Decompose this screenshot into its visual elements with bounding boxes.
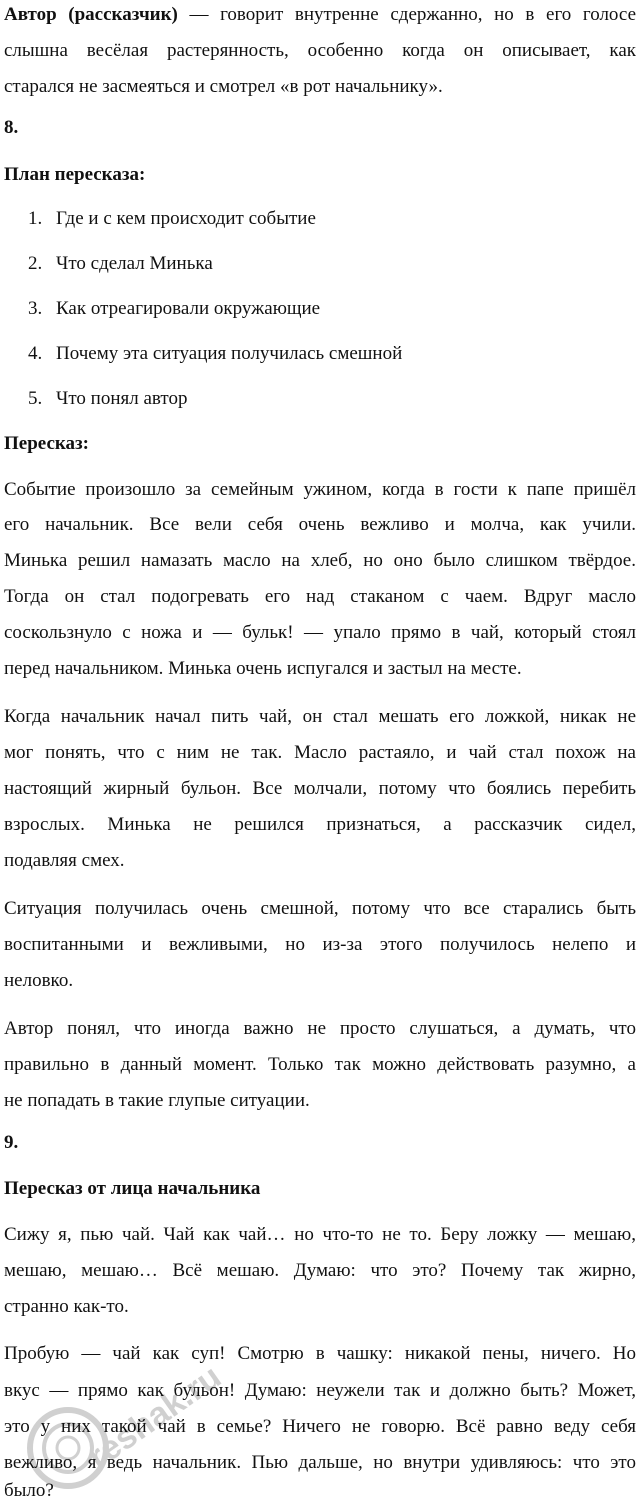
paragraph-line: было? xyxy=(4,1480,54,1501)
list-item-number: 2. xyxy=(28,253,43,274)
paragraph-line: Когда начальник начал пить чай, он стал мешать его ложкой, никак не xyxy=(4,706,636,727)
paragraph-line: настоящий жирный бульон. Все молчали, потому что боялись перебить xyxy=(4,778,636,799)
list-item-number: 4. xyxy=(28,343,43,364)
paragraph-line: странно как-то. xyxy=(4,1296,129,1317)
speaker-label: Автор (рассказчик) xyxy=(4,4,178,25)
paragraph-line: мешаю, мешаю… Всё мешаю. Думаю: что это? Почему так жирно, xyxy=(4,1260,636,1281)
paragraph-line: Минька решил намазать масло на хлеб, но оно было слишком твёрдое. xyxy=(4,550,636,571)
paragraph-line: неловко. xyxy=(4,970,74,991)
list-item-text: Где и с кем происходит событие xyxy=(56,208,316,229)
section-number: 9. xyxy=(4,1132,19,1153)
retell-heading: Пересказ: xyxy=(4,433,89,454)
paragraph-line: Пробую — чай как суп! Смотрю в чашку: никакой пены, ничего. Но xyxy=(4,1343,636,1364)
paragraph-line: Тогда он стал подогревать его над стаканом с чаем. Вдруг масло xyxy=(4,586,636,607)
paragraph-line: старался не засмеяться и смотрел «в рот начальнику». xyxy=(4,76,443,97)
paragraph-line: вкус — прямо как бульон! Думаю: неужели так и должно быть? Может, xyxy=(4,1380,636,1401)
list-item-text: Почему эта ситуация получилась смешной xyxy=(56,343,403,364)
list-item-number: 5. xyxy=(28,388,43,409)
speaker-line xyxy=(4,4,636,26)
paragraph-line: подавляя смех. xyxy=(4,850,125,871)
paragraph-line: вежливо, я ведь начальник. Пью дальше, но внутри удивляюсь: что это xyxy=(4,1452,636,1473)
paragraph-line: Ситуация получилась очень смешной, потому что все старались быть xyxy=(4,898,636,919)
list-item-number: 3. xyxy=(28,298,43,319)
paragraph-line: Событие произошло за семейным ужином, когда в гости к папе пришёл xyxy=(4,479,636,500)
list-item-text: Что понял автор xyxy=(56,388,188,409)
speaker-description: — говорит внутренне сдержанно, но в его голосе xyxy=(177,4,636,25)
list-item-text: Как отреагировали окружающие xyxy=(56,298,321,319)
paragraph-line: Сижу я, пью чай. Чай как чай… но что-то не то. Беру ложку — мешаю, xyxy=(4,1224,636,1245)
paragraph-line: слышна весёлая растерянность, особенно когда он описывает, как xyxy=(4,40,636,61)
watermark-text: reshak.ru xyxy=(80,1357,228,1477)
paragraph-line: Автор понял, что иногда важно не просто слушаться, а думать, что xyxy=(4,1018,636,1039)
paragraph-line: мог понять, что с ним не так. Масло растаяло, и чай стал похож на xyxy=(4,742,636,763)
list-item-number: 1. xyxy=(28,208,43,229)
paragraph-line: соскользнуло с ножа и — бульк! — упало прямо в чай, который стоял xyxy=(4,622,636,643)
paragraph-line: это у них такой чай в семье? Ничего не говорю. Всё равно веду себя xyxy=(4,1416,636,1437)
paragraph-line: его начальник. Все вели себя очень вежливо и молча, как учили. xyxy=(4,514,636,535)
paragraph-line: правильно в данный момент. Только так можно действовать разумно, а xyxy=(4,1054,636,1075)
section-number: 8. xyxy=(4,117,19,138)
paragraph-line: перед начальником. Минька очень испугался и застыл на месте. xyxy=(4,658,522,679)
paragraph-line: взрослых. Минька не решился признаться, а рассказчик сидел, xyxy=(4,814,636,835)
section-heading: Пересказ от лица начальника xyxy=(4,1178,261,1199)
list-item-text: Что сделал Минька xyxy=(56,253,213,274)
paragraph-line: не попадать в такие глупые ситуации. xyxy=(4,1090,310,1111)
plan-heading: План пересказа: xyxy=(4,164,146,185)
paragraph-line: воспитанными и вежливыми, но из-за этого получилось нелепо и xyxy=(4,934,636,955)
